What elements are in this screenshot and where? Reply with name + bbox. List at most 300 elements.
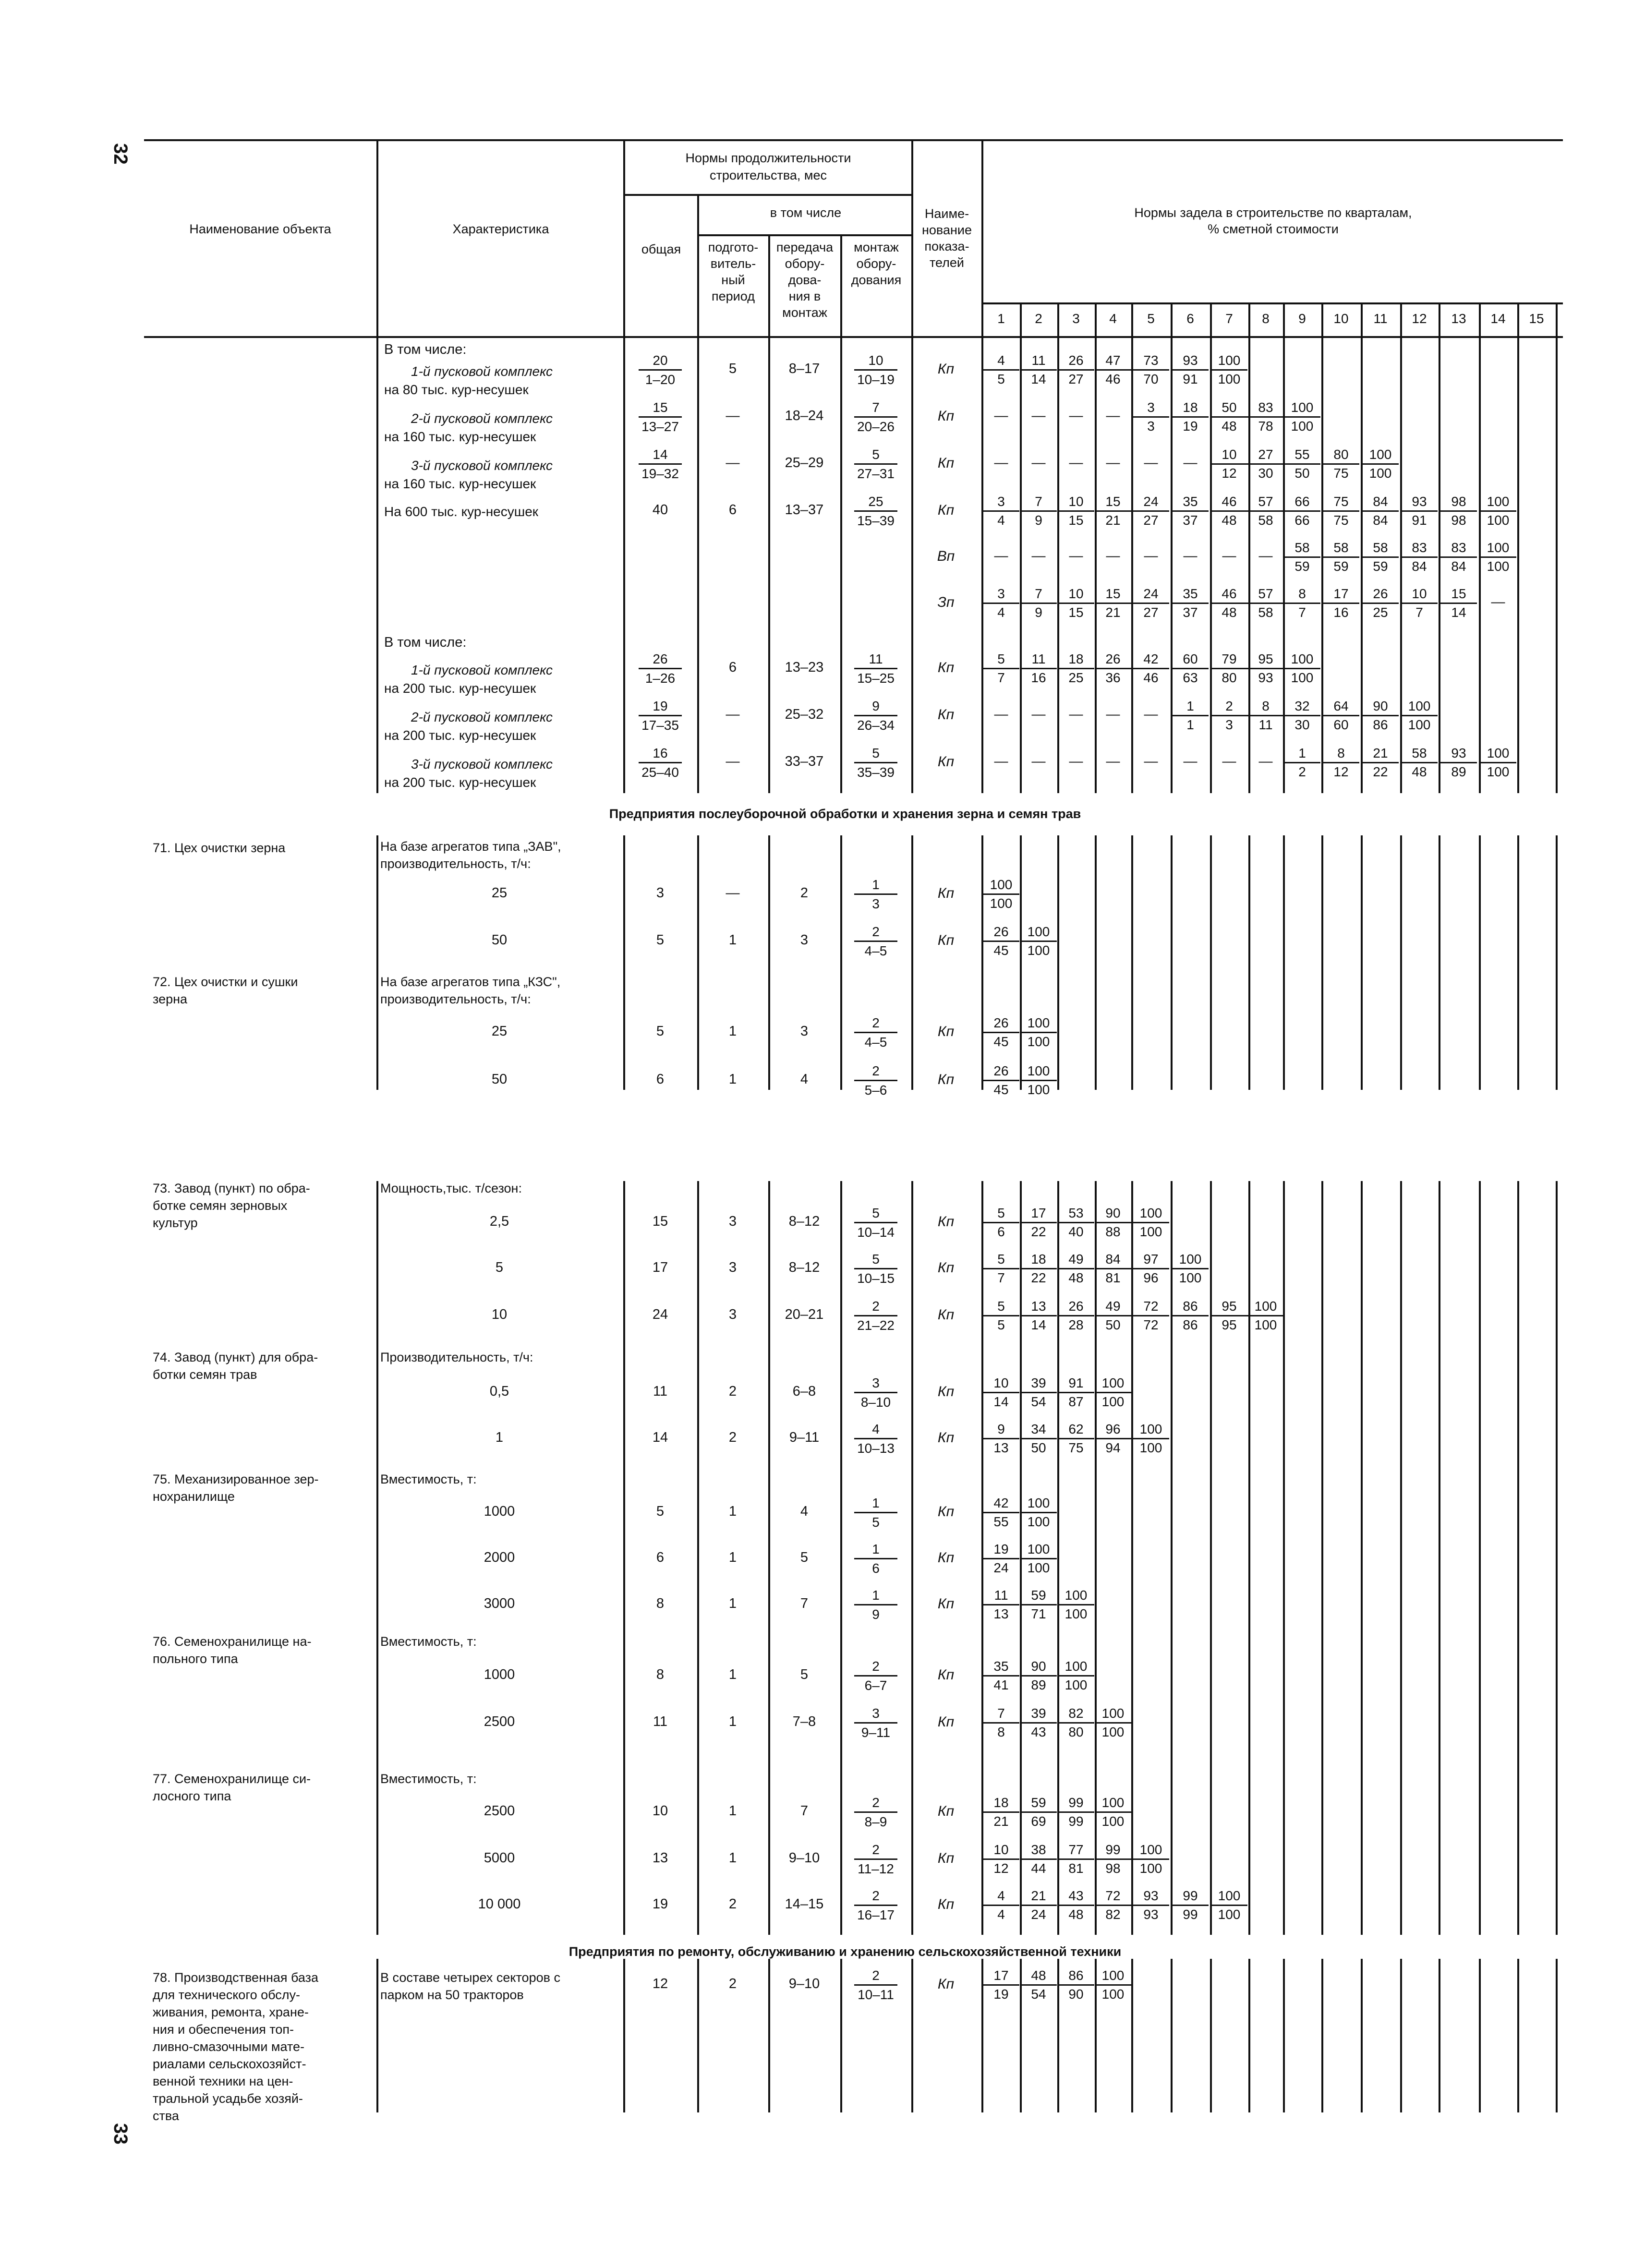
- column-divider: [1400, 835, 1402, 1090]
- duration-total: 19: [652, 1896, 668, 1912]
- column-divider: [911, 1181, 913, 1935]
- duration-prep: 1: [728, 1550, 737, 1565]
- header-total: общая: [641, 242, 681, 256]
- quarter-value: [1020, 1887, 1057, 1923]
- duration-transfer: 13–23: [785, 660, 824, 675]
- indicator-name: Кп: [937, 1896, 955, 1912]
- quarter-value-num: 35: [983, 1658, 1019, 1677]
- quarter-number: 9: [1298, 311, 1306, 326]
- quarter-value-den: 5: [997, 1317, 1005, 1332]
- object-72-characteristic: На базе агрегатов типа „КЗС",: [380, 975, 561, 989]
- column-divider: [1556, 1181, 1558, 1935]
- column-divider: [697, 1181, 699, 1935]
- quarter-dash: —: [1144, 754, 1158, 769]
- quarter-value-den: 21: [993, 1814, 1009, 1829]
- quarter-dash: —: [1031, 408, 1046, 423]
- indicator-name: Зп: [937, 594, 955, 610]
- quarter-number: 6: [1186, 311, 1194, 326]
- quarter-value-den: 12: [1222, 466, 1237, 481]
- duration-prep: 2: [728, 1430, 737, 1445]
- quarter-value-den: 7: [997, 670, 1005, 685]
- object-77-name: 77. Семенохранилище си-: [153, 1772, 311, 1786]
- header-equipment-transfer: обору-: [785, 256, 825, 271]
- object-74-name: 74. Завод (пункт) для обра-: [153, 1350, 318, 1364]
- quarter-value: [983, 1421, 1019, 1457]
- duration-transfer: 3: [800, 932, 809, 948]
- quarter-value-den: 100: [1027, 1034, 1050, 1049]
- duration-total: [639, 398, 682, 435]
- duration-install: [854, 1374, 897, 1411]
- duration-total-den: 1–26: [645, 671, 676, 686]
- quarter-value: [1401, 493, 1438, 529]
- duration-install-den: 20–26: [857, 419, 895, 434]
- quarter-value: [1058, 651, 1094, 687]
- quarter-value-den: 100: [1291, 670, 1314, 685]
- quarter-value: [1211, 399, 1247, 435]
- quarter-number: 1: [997, 311, 1005, 326]
- duration-install: [854, 1250, 897, 1287]
- column-divider: [1479, 1181, 1481, 1935]
- quarter-number: 10: [1333, 311, 1349, 326]
- quarter-value-num: 1: [1284, 745, 1320, 763]
- complex-5-label: 2-й пусковой комплекс: [411, 710, 553, 724]
- quarter-value-den: 58: [1258, 605, 1273, 620]
- quarter-dash: —: [994, 707, 1008, 722]
- duration-install: [854, 1297, 897, 1334]
- quarter-value-num: 59: [1020, 1587, 1057, 1605]
- duration-install: [854, 1204, 897, 1241]
- quarter-dash: —: [1144, 455, 1158, 470]
- quarter-value: [1211, 585, 1247, 621]
- quarter-value: [983, 1298, 1019, 1334]
- quarter-value-num: 2: [1211, 698, 1247, 716]
- duration-prep: —: [726, 707, 740, 722]
- object-71-characteristic: производительность, т/ч:: [380, 857, 531, 871]
- quarter-value-den: 37: [1183, 513, 1198, 528]
- quarter-value-den: 71: [1031, 1606, 1046, 1621]
- duration-install: [854, 1420, 897, 1457]
- quarter-value-den: 27: [1143, 605, 1159, 620]
- quarter-value-den: 55: [993, 1514, 1009, 1529]
- quarter-value-den: 93: [1258, 670, 1273, 685]
- duration-transfer: 8–12: [788, 1260, 820, 1275]
- quarter-divider: [1517, 336, 1519, 793]
- duration-total-num: 15: [639, 398, 682, 418]
- quarter-value: [1284, 698, 1320, 734]
- indicator-name: Кп: [937, 1550, 955, 1566]
- quarter-value-num: 80: [1323, 446, 1359, 465]
- quarter-value: [1095, 1887, 1131, 1923]
- column-divider: [1321, 1959, 1323, 2112]
- duration-install: [854, 1586, 897, 1623]
- duration-transfer: 5: [800, 1550, 809, 1565]
- capacity-value: 10 000: [478, 1896, 521, 1912]
- quarter-value-den: 1: [1186, 717, 1194, 732]
- quarter-value-num: 100: [1247, 1298, 1284, 1316]
- duration-install-den: 6: [872, 1561, 880, 1576]
- duration-total: 6: [656, 1072, 665, 1087]
- quarter-value-num: 53: [1058, 1205, 1094, 1223]
- quarter-value-den: 93: [1143, 1907, 1159, 1922]
- quarter-value: [1133, 1205, 1169, 1241]
- duration-install-num: 7: [854, 398, 897, 418]
- capacity-value: 2500: [484, 1803, 515, 1819]
- quarter-value-num: 90: [1362, 698, 1399, 716]
- duration-install-den: 26–34: [857, 718, 895, 733]
- quarter-value-num: 100: [1284, 651, 1320, 669]
- column-divider: [1361, 1181, 1363, 1935]
- duration-install: [854, 1794, 897, 1831]
- quarter-value: [1172, 493, 1209, 529]
- quarter-value-den: 45: [993, 1082, 1009, 1097]
- quarter-value-den: 54: [1031, 1987, 1046, 2002]
- quarter-value: [1323, 539, 1359, 575]
- duration-total: 17: [652, 1260, 668, 1275]
- quarter-value-num: 93: [1401, 493, 1438, 512]
- duration-prep: 1: [728, 1850, 737, 1866]
- capacity-value: 2500: [484, 1714, 515, 1729]
- quarter-value-num: 100: [1020, 1541, 1057, 1559]
- quarter-value-num: 18: [1058, 651, 1094, 669]
- quarter-value-den: 100: [1064, 1606, 1088, 1621]
- quarter-value-num: 35: [1172, 493, 1209, 512]
- duration-install: [854, 493, 897, 530]
- duration-install-num: 1: [854, 1540, 897, 1559]
- quarter-value-num: 58: [1323, 539, 1359, 558]
- total-600-label: На 600 тыс. кур-несушек: [384, 504, 539, 519]
- quarter-number: 8: [1262, 311, 1270, 326]
- quarter-dash: —: [1183, 754, 1197, 769]
- quarter-value-num: 32: [1284, 698, 1320, 716]
- quarter-value-num: 86: [1058, 1967, 1094, 1986]
- object-76-characteristic: Вместимость, т:: [380, 1634, 477, 1649]
- quarter-value: [1323, 585, 1359, 621]
- quarter-value-den: 100: [1291, 419, 1314, 434]
- quarter-value-den: 9: [1035, 605, 1042, 620]
- duration-prep: —: [726, 455, 740, 470]
- quarter-value: [1058, 1967, 1094, 2003]
- quarter-value: [1284, 585, 1320, 621]
- quarter-dash: —: [1258, 548, 1273, 564]
- quarter-value-num: 8: [1323, 745, 1359, 763]
- duration-prep: —: [726, 408, 740, 423]
- quarter-dash: —: [1491, 594, 1505, 610]
- quarter-value-den: 70: [1143, 372, 1159, 386]
- object-78-name: ливно-смазочными мате-: [153, 2039, 304, 2054]
- quarter-value-den: 100: [1487, 764, 1510, 779]
- quarter-value-den: 48: [1222, 513, 1237, 528]
- quarter-value: [1133, 585, 1169, 621]
- quarter-value-den: 28: [1068, 1317, 1084, 1332]
- quarter-value-den: 7: [1415, 605, 1423, 620]
- quarter-value-num: 90: [1020, 1658, 1057, 1677]
- quarter-value-den: 21: [1105, 513, 1121, 528]
- column-divider: [1283, 1959, 1285, 2112]
- duration-install: [854, 1657, 897, 1694]
- column-divider: [1439, 1959, 1440, 2112]
- quarter-value-den: 100: [1139, 1224, 1162, 1239]
- duration-total: 5: [656, 932, 665, 948]
- column-divider: [1517, 1959, 1519, 2112]
- quarter-value: [1284, 446, 1320, 482]
- quarter-value-den: 100: [1101, 1725, 1125, 1739]
- object-75-name: нохранилище: [153, 1489, 235, 1504]
- duration-install: [854, 876, 897, 913]
- header-durations-1: Нормы продолжительности: [685, 151, 851, 165]
- complex-3-sub: на 160 тыс. кур-несушек: [384, 476, 536, 491]
- duration-prep: 1: [728, 1072, 737, 1087]
- quarter-value: [1095, 1705, 1131, 1741]
- quarter-value: [1247, 698, 1284, 734]
- header-prep-period: ный: [721, 273, 745, 287]
- quarter-value-den: 90: [1068, 1987, 1084, 2002]
- quarter-value-num: 10: [1211, 446, 1247, 465]
- header-top-rule: [144, 139, 1563, 141]
- quarter-value-num: 39: [1020, 1705, 1057, 1724]
- duration-install-num: 1: [854, 1494, 897, 1513]
- quarter-value-den: 7: [997, 1270, 1005, 1285]
- quarter-dash: —: [1183, 455, 1197, 470]
- quarter-value-den: 14: [1031, 372, 1046, 386]
- quarter-value-den: 100: [1139, 1861, 1162, 1876]
- duration-transfer: 4: [800, 1072, 809, 1087]
- column-divider: [1131, 1959, 1133, 2112]
- quarter-value-den: 81: [1105, 1270, 1121, 1285]
- quarter-value-num: 3: [983, 493, 1019, 512]
- object-71-name: 71. Цех очистки зерна: [153, 841, 286, 855]
- quarter-dash: —: [1106, 408, 1120, 423]
- column-divider: [1057, 835, 1059, 1090]
- capacity-value: 25: [491, 1024, 508, 1039]
- duration-prep: 6: [728, 502, 737, 518]
- quarter-value-den: 100: [1487, 559, 1510, 574]
- object-73-characteristic: Мощность,тыс. т/сезон:: [380, 1181, 522, 1195]
- duration-prep: 6: [728, 660, 737, 675]
- object-78-characteristic: парком на 50 тракторов: [380, 1988, 524, 2002]
- quarter-value: [1020, 1841, 1057, 1877]
- header-object-name: Наименование объекта: [189, 222, 331, 236]
- quarter-number: 3: [1072, 311, 1080, 326]
- quarter-value: [1440, 539, 1477, 575]
- quarter-value-num: 83: [1401, 539, 1438, 558]
- quarter-value: [1020, 923, 1057, 959]
- duration-total-num: 26: [639, 650, 682, 669]
- quarter-value: [1095, 1841, 1131, 1877]
- quarter-value-num: 100: [1480, 539, 1516, 558]
- quarter-value: [1058, 1841, 1094, 1877]
- duration-install-den: 15–39: [857, 513, 895, 528]
- quarter-value: [1058, 1375, 1094, 1411]
- quarter-value-num: 100: [983, 876, 1019, 895]
- duration-prep: 1: [728, 1667, 737, 1682]
- complex-4-label: 1-й пусковой комплекс: [411, 663, 553, 677]
- quarter-value-num: 59: [1020, 1794, 1057, 1813]
- quarter-dash: —: [1069, 754, 1083, 769]
- quarter-value: [1020, 1587, 1057, 1623]
- quarter-dash: —: [994, 754, 1008, 769]
- quarter-value: [1020, 1062, 1057, 1098]
- quarter-value-num: 17: [983, 1967, 1019, 1986]
- quarter-value-den: 30: [1258, 466, 1273, 481]
- quarter-value-den: 36: [1105, 670, 1121, 685]
- quarter-value-den: 100: [1101, 1987, 1125, 2002]
- quarter-value-den: 100: [1408, 717, 1431, 732]
- quarter-value-den: 84: [1412, 559, 1427, 574]
- quarter-value: [1362, 698, 1399, 734]
- quarter-value-num: 100: [1020, 1014, 1057, 1033]
- quarter-value: [1480, 745, 1516, 781]
- incl-label-1: В том числе:: [384, 342, 467, 357]
- quarter-value-den: 45: [993, 1034, 1009, 1049]
- column-divider: [1321, 1181, 1323, 1935]
- duration-total-num: 14: [639, 446, 682, 465]
- column-divider: [1283, 835, 1285, 1090]
- quarter-value: [1020, 352, 1057, 388]
- quarter-value-den: 86: [1373, 717, 1388, 732]
- duration-transfer: 18–24: [785, 408, 824, 423]
- col-divider-1: [376, 139, 378, 793]
- quarter-value: [1020, 1251, 1057, 1287]
- quarter-value-num: 11: [983, 1587, 1019, 1605]
- quarter-value-num: 99: [1095, 1841, 1131, 1860]
- quarter-value: [1247, 585, 1284, 621]
- quarter-value-num: 55: [1284, 446, 1320, 465]
- quarter-value-den: 59: [1333, 559, 1349, 574]
- duration-transfer: 25–32: [785, 707, 824, 722]
- quarter-value: [1172, 399, 1209, 435]
- quarter-value-num: 100: [1058, 1587, 1094, 1605]
- quarter-dash: —: [1106, 754, 1120, 769]
- indicator-name: Кп: [937, 1976, 955, 1992]
- quarter-value: [983, 1705, 1019, 1741]
- duration-total: 11: [653, 1384, 668, 1399]
- duration-install-num: 2: [854, 1966, 897, 1986]
- quarter-value-den: 69: [1031, 1814, 1046, 1829]
- quarter-divider-header: [1556, 302, 1558, 337]
- quarter-value: [1095, 585, 1131, 621]
- duration-install-num: 2: [854, 1887, 897, 1906]
- quarter-value-den: 100: [1027, 943, 1050, 958]
- quarter-value-num: 57: [1247, 493, 1284, 512]
- quarter-dash: —: [1031, 455, 1046, 470]
- quarter-dash: —: [1069, 455, 1083, 470]
- object-75-name: 75. Механизированное зер-: [153, 1472, 319, 1486]
- duration-transfer: 33–37: [785, 754, 824, 769]
- duration-total-den: 13–27: [641, 419, 679, 434]
- quarter-value: [983, 1062, 1019, 1098]
- quarter-value: [1095, 1251, 1131, 1287]
- quarter-value: [983, 1841, 1019, 1877]
- duration-transfer: 7: [800, 1596, 809, 1611]
- duration-total: [639, 697, 682, 734]
- duration-prep: 1: [728, 932, 737, 948]
- quarter-value-num: 26: [1095, 651, 1131, 669]
- col-divider-5: [840, 234, 842, 793]
- duration-install: [854, 398, 897, 435]
- quarter-value: [1020, 585, 1057, 621]
- capacity-value: 1: [495, 1430, 504, 1445]
- complex-1-sub: на 80 тыс. кур-несушек: [384, 382, 529, 397]
- column-divider: [911, 835, 913, 1090]
- duration-install-den: 10–13: [857, 1441, 895, 1456]
- quarter-value-den: 80: [1222, 670, 1237, 685]
- quarter-value-num: 26: [1058, 1298, 1094, 1316]
- quarter-dash: —: [1106, 455, 1120, 470]
- quarter-value-num: 26: [983, 1062, 1019, 1081]
- column-divider: [1400, 1181, 1402, 1935]
- indicator-name: Кп: [937, 1072, 955, 1087]
- quarter-value-num: 100: [1133, 1205, 1169, 1223]
- duration-install-den: 16–17: [857, 1907, 895, 1922]
- duration-transfer: 6–8: [792, 1384, 816, 1399]
- quarter-value-num: 8: [1247, 698, 1284, 716]
- quarter-value-den: 7: [1298, 605, 1306, 620]
- quarter-divider: [1556, 336, 1558, 793]
- quarter-dash: —: [994, 455, 1008, 470]
- quarter-number: 4: [1109, 311, 1117, 326]
- duration-install-den: 10–14: [857, 1225, 895, 1240]
- quarter-value: [1440, 745, 1477, 781]
- quarter-value: [1247, 1298, 1284, 1334]
- quarter-value-den: 100: [1139, 1440, 1162, 1455]
- quarter-value-num: 100: [1020, 1062, 1057, 1081]
- quarter-dash: —: [1069, 408, 1083, 423]
- durations-title-rule: [624, 194, 912, 196]
- quarter-value-num: 83: [1440, 539, 1477, 558]
- quarter-value-num: 26: [1058, 352, 1094, 371]
- complex-4-sub: на 200 тыс. кур-несушек: [384, 681, 536, 696]
- duration-install-num: 5: [854, 446, 897, 465]
- quarter-value: [1058, 1587, 1094, 1623]
- quarter-number: 5: [1147, 311, 1155, 326]
- indicator-name: Кп: [937, 1803, 955, 1819]
- quarter-value-num: 60: [1172, 651, 1209, 669]
- header-equipment-transfer: дова-: [788, 273, 822, 287]
- duration-install-den: 11–12: [858, 1861, 894, 1876]
- quarter-value-den: 98: [1451, 513, 1466, 528]
- quarter-value: [1095, 1205, 1131, 1241]
- quarter-value-num: 100: [1401, 698, 1438, 716]
- header-indicator: показа-: [924, 239, 969, 253]
- quarter-value: [983, 876, 1019, 912]
- quarter-value: [983, 1014, 1019, 1050]
- column-divider: [1479, 835, 1481, 1090]
- complex-2-sub: на 160 тыс. кур-несушек: [384, 429, 536, 444]
- column-divider: [840, 1181, 842, 1935]
- capacity-value: 1000: [484, 1667, 515, 1682]
- duration-total: 13: [652, 1850, 668, 1866]
- duration-install-den: 35–39: [857, 765, 895, 780]
- quarter-value: [1133, 493, 1169, 529]
- column-divider: [623, 1959, 625, 2112]
- quarter-value: [1323, 446, 1359, 482]
- duration-install: [854, 1887, 897, 1924]
- quarter-value: [1020, 1794, 1057, 1830]
- header-equipment-install: монтаж: [854, 240, 899, 254]
- quarter-value-num: 100: [1211, 352, 1247, 371]
- quarter-value-num: 5: [983, 1298, 1019, 1316]
- quarter-value: [1020, 651, 1057, 687]
- header-durations-2: строительства, мес: [710, 168, 827, 182]
- quarter-value-num: 11: [1020, 651, 1057, 669]
- duration-install-num: 10: [854, 351, 897, 371]
- quarter-value-num: 100: [1362, 446, 1399, 465]
- column-divider: [1131, 1181, 1133, 1935]
- header-prep-period: подгото-: [708, 240, 759, 254]
- quarter-value-num: 3: [983, 585, 1019, 604]
- quarter-value-den: 19: [1183, 419, 1198, 434]
- quarter-value-num: 83: [1247, 399, 1284, 418]
